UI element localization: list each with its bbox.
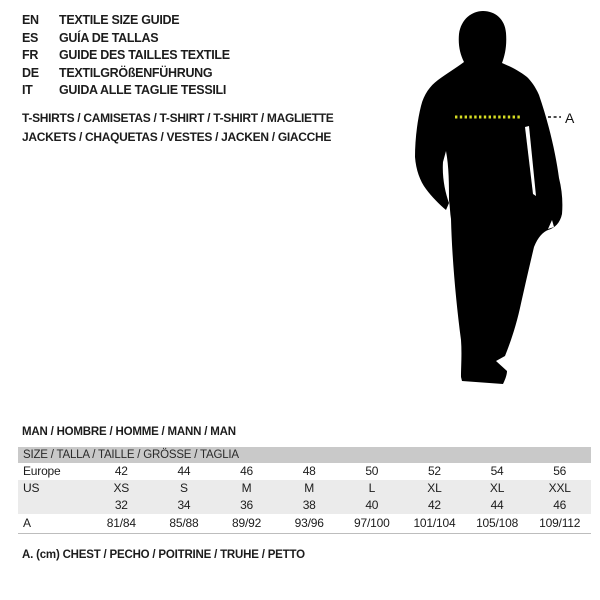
man-silhouette-figure <box>400 0 590 400</box>
size-cell: XS <box>113 481 130 495</box>
size-cell: 42 <box>427 498 441 512</box>
lang-row-fr <box>22 47 230 65</box>
size-cell: M <box>241 481 252 495</box>
size-cell: 101/104 <box>413 516 456 530</box>
lang-code: ES <box>22 30 39 45</box>
row-label: US <box>23 481 40 495</box>
category-line-jackets: JACKETS / CHAQUETAS / VESTES / JACKEN / GIACCHE <box>22 129 332 144</box>
size-cell: 52 <box>427 464 441 478</box>
size-cell: 50 <box>365 464 379 478</box>
garment-categories <box>22 109 334 146</box>
size-cell: XL <box>427 481 442 495</box>
size-cell: 81/84 <box>106 516 136 530</box>
lang-title: GUIDA ALLE TAGLIE TESSILI <box>59 83 227 98</box>
size-cell: 56 <box>553 464 567 478</box>
size-cell: 46 <box>240 464 254 478</box>
lang-code: DE <box>22 65 39 80</box>
size-cell: XL <box>489 481 505 495</box>
size-cell: 109/112 <box>539 516 581 530</box>
table-row-us <box>18 480 591 497</box>
row-label: A <box>23 516 31 530</box>
size-cell: L <box>368 481 376 495</box>
lang-code: IT <box>22 83 33 98</box>
lang-title: TEXTILGRÖßENFÜHRUNG <box>59 65 213 80</box>
man-silhouette <box>415 11 562 384</box>
size-cell: S <box>180 481 188 495</box>
size-cell: 38 <box>302 498 316 512</box>
size-cell: 54 <box>490 464 504 478</box>
language-list <box>22 12 230 100</box>
table-row-numeric <box>18 497 591 514</box>
size-cell: 93/96 <box>294 516 324 530</box>
man-silhouette-svg <box>400 0 590 400</box>
lang-title: TEXTILE SIZE GUIDE <box>59 13 180 27</box>
lang-title: GUÍA DE TALLAS <box>59 30 159 45</box>
size-cell: XXL <box>548 481 571 495</box>
section-heading-man: MAN / HOMBRE / HOMME / MANN / MAN <box>22 426 236 438</box>
table-row-europe <box>18 463 591 480</box>
size-cell: 36 <box>240 498 254 512</box>
size-table-header: SIZE / TALLA / TAILLE / GRÖSSE / TAGLIA <box>18 447 591 463</box>
lang-title: GUIDE DES TAILLES TEXTILE <box>59 48 230 63</box>
size-cell: 42 <box>114 464 128 478</box>
lang-row-es <box>22 30 230 48</box>
size-cell: 34 <box>177 498 191 512</box>
lang-row-en <box>22 12 230 30</box>
size-cell: 32 <box>114 498 128 512</box>
category-line-tshirts: T-SHIRTS / CAMISETAS / T-SHIRT / T-SHIRT / MAGLIETTE <box>22 111 334 125</box>
size-cell: 40 <box>365 498 379 512</box>
size-cell: 44 <box>490 498 504 512</box>
size-cell: 85/88 <box>169 516 199 530</box>
size-cell: 44 <box>177 464 191 478</box>
size-cell: M <box>304 481 315 495</box>
row-label: Europe <box>23 464 61 478</box>
lang-row-de <box>22 65 230 83</box>
size-cell: 97/100 <box>354 516 390 530</box>
measure-label-a: A <box>565 110 575 126</box>
size-cell: 46 <box>553 498 567 512</box>
size-cell: 48 <box>302 464 316 478</box>
row-label <box>18 497 90 514</box>
measurement-footnote: A. (cm) CHEST / PECHO / POITRINE / TRUHE / PETTO <box>22 549 305 561</box>
table-row-chest <box>18 514 591 534</box>
lang-code: FR <box>22 48 39 63</box>
lang-code: EN <box>22 13 39 27</box>
size-table <box>18 447 591 534</box>
size-cell: 89/92 <box>232 516 262 530</box>
size-cell: 105/108 <box>476 516 519 530</box>
hand-hip-gap-left <box>437 206 443 232</box>
lang-row-it <box>22 82 230 100</box>
